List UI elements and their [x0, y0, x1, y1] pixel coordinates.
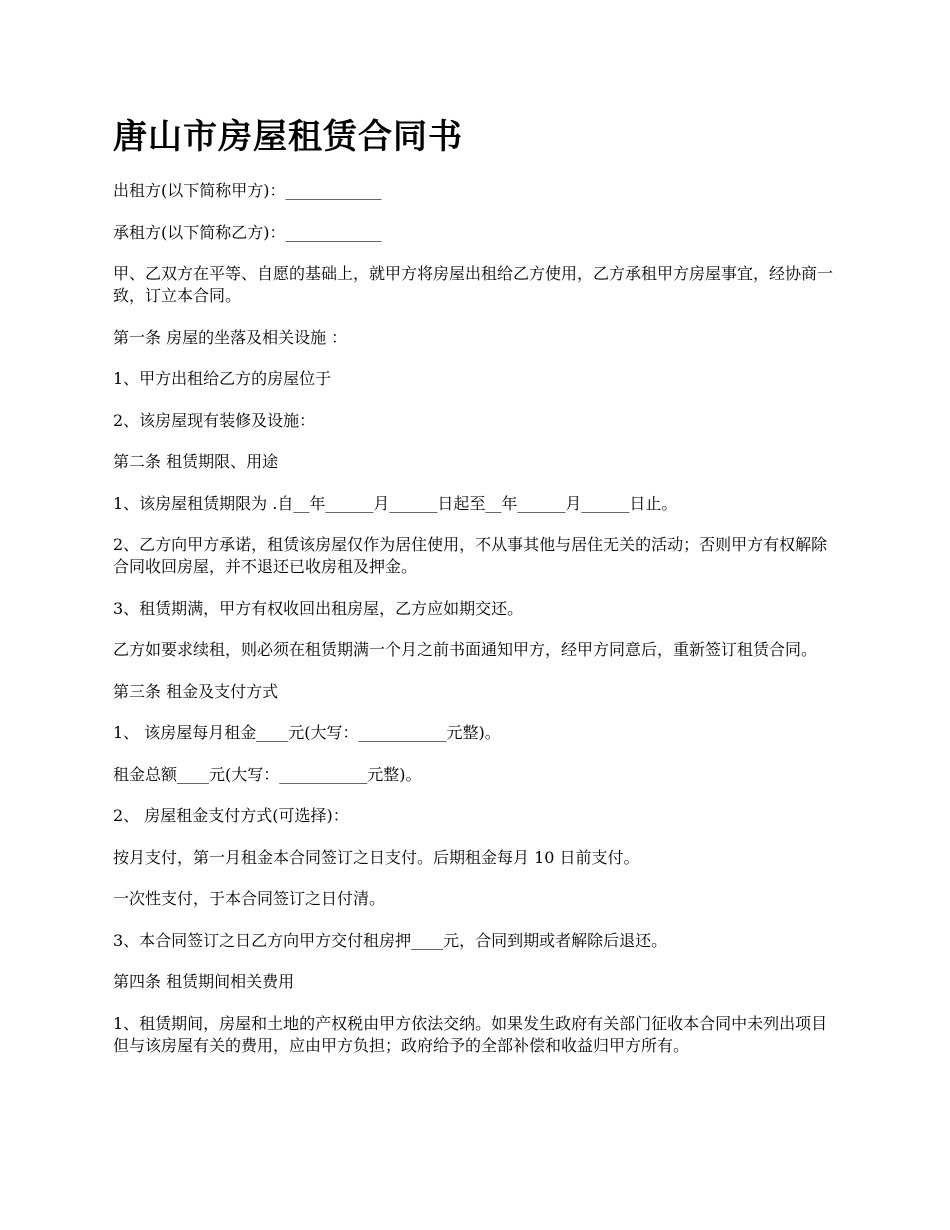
article-3-item-3: 3、本合同签订之日乙方向甲方交付租房押____元，合同到期或者解除后退还。	[113, 930, 668, 950]
lessee-line: 承租方(以下简称乙方)：____________	[113, 222, 382, 242]
article-2-item-3: 3、租赁期满，甲方有权收回出租房屋，乙方应如期交还。	[113, 598, 524, 618]
article-4-item-1: 1、租赁期间，房屋和土地的产权税由甲方依法交纳。如果发生政府有关部门征收本合同中未列出项目但与该房屋有关的费用，应由甲方负担；政府给予的全部补偿和收益归甲方所有。	[113, 1013, 828, 1055]
article-3-heading: 第三条 租金及支付方式	[113, 681, 279, 701]
article-3-item-2: 2、 房屋租金支付方式(可选择)：	[113, 806, 349, 825]
preamble-paragraph: 甲、乙双方在平等、自愿的基础上，就甲方将房屋出租给乙方使用，乙方承租甲方房屋事宜，经协商一致，订立本合同。	[113, 264, 834, 305]
lump-sum-payment-option: 一次性支付，于本合同签订之日付清。	[113, 889, 386, 908]
article-1-item-2: 2、该房屋现有装修及设施：	[113, 410, 316, 430]
lessor-line: 出租方(以下简称甲方)：____________	[113, 181, 382, 200]
article-2-item-1: 1、该房屋租赁期限为 .自__年______月______日起至__年______月______日止。	[113, 493, 678, 513]
renewal-paragraph: 乙方如要求续租，则必须在租赁期满一个月之前书面通知甲方，经甲方同意后，重新签订租赁合同。	[113, 640, 818, 659]
article-4-heading: 第四条 租赁期间相关费用	[113, 972, 295, 991]
rent-total-line: 租金总额____元(大写：___________元整)。	[113, 764, 422, 784]
article-2-heading: 第二条 租赁期限、用途	[113, 452, 279, 471]
article-1-item-1: 1、甲方出租给乙方的房屋位于	[113, 369, 332, 388]
document-title: 唐山市房屋租赁合同书	[113, 117, 463, 157]
article-1-heading: 第一条 房屋的坐落及相关设施 ：	[113, 327, 348, 347]
document-page	[113, 112, 843, 1076]
monthly-payment-option: 按月支付，第一月租金本合同签订之日支付。后期租金每月 10 日前支付。	[113, 847, 640, 867]
article-3-item-1: 1、 该房屋每月租金____元(大写：___________元整)。	[113, 723, 501, 742]
article-2-item-2: 2、乙方向甲方承诺，租赁该房屋仅作为居住使用，不从事其他与居住无关的活动；否则甲方有权解除合同收回房屋，并不退还已收房租及押金。	[113, 535, 828, 576]
